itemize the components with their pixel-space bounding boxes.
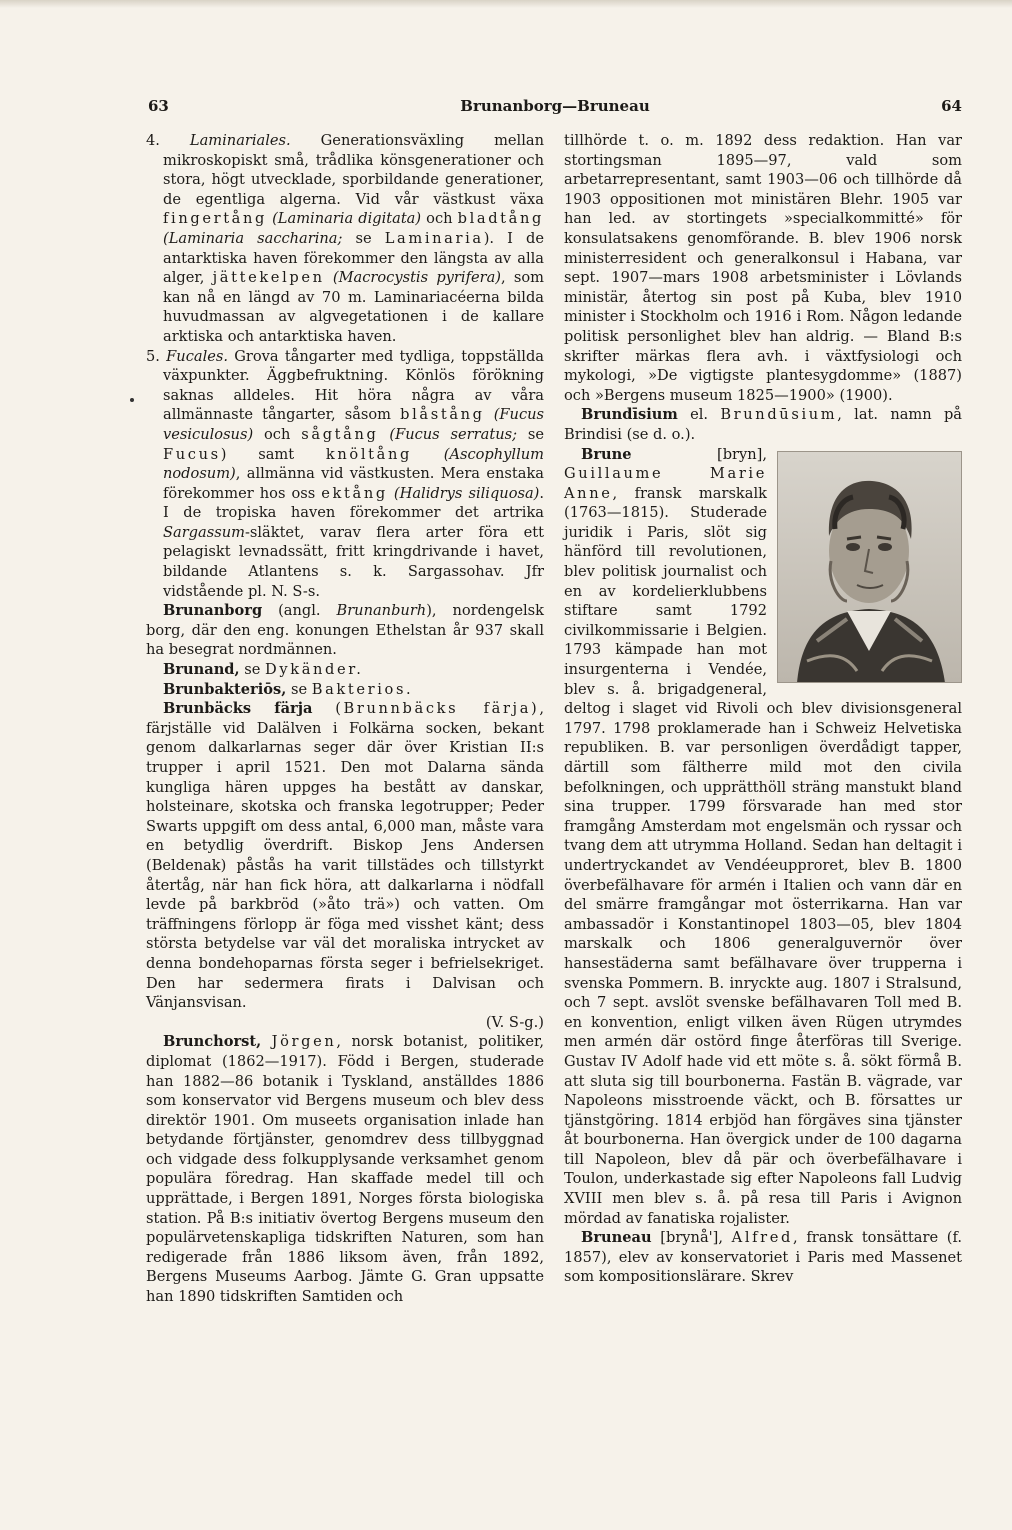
entry-laminariales: 4. Laminariales. Generationsväxling mellan mikroskopiskt små, trådlika könsgenerationer och stora, högt utvecklade, sporbildande generationer, de egentliga algerna. Vid vår västkust växa fingertång (Laminaria digitata) och bladtång (Laminaria saccharina; se Laminaria). I de antarktiska haven förekommer den längsta av alla alger, jättekelpen (Macrocystis pyrifera), som kan nå en längd av 70 m. Laminariacéerna bilda huvudmassan av algvegetationen i de kallare arktiska och antarktiska haven. [146,132,544,345]
entry-brunchorst-continued: tillhörde t. o. m. 1892 dess redaktion. Han var stortingsman 1895—97, vald som arbetarrepresentant, samt 1903—06 och tillhörde då 1903 oppositionen mot ministären Blehr. 1905 var han led. av stortingets »specialkommitté» för konsulatsakens genomförande. B. blev 1906 norsk ministerresident och generalkonsul i Habana, var sept. 1907—mars 1908 arbetsminister i Lövlands ministär, återtog sin post på Kuba, blev 1910 minister i Stockholm och 1916 i Rom. Någon ledande politisk personlighet blev han aldrig. — Bland B:s skrifter märkas flera avh. i växtfysiologi och mykologi, »De vigtigste plantesygdomme» (1887) och »Bergens museum 1825—1900» (1900). [564,132,962,404]
entry-brundisium: Brundīsium el. Brundūsium, lat. namn på Brindisi (se d. o.). [564,406,962,443]
entry-brune: Brune [bryn], Guillaume Marie Anne, fransk marskalk (1763—1815). Studerade juridik i Paris, slöt sig hänförd till revolutionen, blev politisk journalist och en av kordelierklubbens stiftare samt 1792 civilkommissarie i Belgien. 1793 kämpade han mot insurgenterna i Vendée, blev s. å. brigadgeneral, deltog i slaget vid Rivoli och blev divisionsgeneral 1797. 1798 proklamerade han i Schweiz Helvetiska republiken. B. var personligen överdådigt tapper, därtill som fältherre mild mot den civila befolkningen, och upprätthöll sträng manstukt bland sina trupper. 1799 försvarade han med stor framgång Amsterdam mot engelsmän och ryssar och tvang dem att utrymma Holland. Sedan han deltagit i undertryckandet av Vendéeupproret, blev B. 1800 överbefälhavare för armén i Italien och vann där en del smärre framgångar mot österrikarna. Han var ambassadör i Konstantinopel 1803—05, blev 1804 marskalk och 1806 generalguvernör över hansestäderna samt befälhavare över trupperna i svenska Pommern. B. inryckte aug. 1807 i Stralsund, och 7 sept. avslöt svenske befälhavaren Toll med B. en konvention, enligt vilken även Rügen utrymdes men armén där ostörd finge återföras till Sverige. Gustav IV Adolf hade vid ett möte s. å. sökt förmå B. att sluta sig till bourbonerna. Fastän B. vägrade, var Napoleons misstroende väckt, och B. försattes ur tjänstgöring. 1814 erbjöd han förgäves sina tjänster åt bourbonerna. Han övergick under de 100 dagarna till Napoleon, blev då pär och överbefälhavare i Toulon, underkastade sig efter Napoleons fall Ludvig XVIII men blev s. å. på resa till Paris i Avignon mördad av fanatiska rojalister. [564,445,962,1227]
entry-brunchorst: Brunchorst, Jörgen, norsk botanist, politiker, diplomat (1862—1917). Född i Bergen, studerade han 1882—86 botanik i Tyskland, anställdes 1886 som konservator vid Bergens museum och blev dess direktör 1901. Om museets organisation inlade han betydande förtjänster, genomdrev dess tillbyggnad och vidgade dess folkupplysande verksamhet genom populära föredrag. Han skaffade medel till och upprättade, i Bergen 1891, Norges första biologiska station. På B:s initiativ övertog Bergens museum den populärvetenskapliga tidskriften Naturen, som han redigerade från 1886 liksom även, från 1892, Bergens Museums Aarbog. Jämte G. Gran uppsatte han 1890 tidskriften Samtiden och [146,1033,544,1306]
entry-bruneau: Bruneau [brynå'], Alfred, fransk tonsättare (f. 1857), elev av konservatoriet i Paris med Massenet som kompositionslärare. Skrev [564,1229,962,1286]
page-number-left: 63 [148,97,169,115]
right-column [564,131,962,1287]
entry-fucales: 5. Fucales. Grova tångarter med tydliga, toppställda växpunkter. Äggbefruktning. Könlös förökning saknas alldeles. Hit höra några av våra allmännaste tångarter, såsom blåstång (Fucus vesiculosus) och sågtång (Fucus serratus; se Fucus) samt knöltång (Ascophyllum nodosum), allmänna vid västkusten. Mera enstaka förekommer hos oss ektång (Halidrys siliquosa). I de tropiska haven förekommer det artrika Sargassum-släktet, varav flera arter föra ett pelagiskt levnadssätt, fritt kringdrivande i havet, bildande Atlantens s. k. Sargassohav. Jfr vidstående pl. N. S-s. [146,347,545,600]
entry-brunand: Brunand, se Dykänder. [163,661,364,679]
page-edge [0,0,1012,8]
signature-brunbacks: (V. S-g.) [485,1013,544,1031]
entry-brunanborg: Brunanborg (angl. Brunanburh), nordengelsk borg, där den eng. konungen Ethelstan år 937 skall ha besegrat nordmännen. [146,602,544,659]
margin-mark [130,398,134,402]
page-number-right: 64 [941,97,962,115]
running-title: Brunanborg—Bruneau [460,97,650,115]
left-column [146,131,544,1307]
entry-brunbakterios: Brunbakteriōs, se Bakterios. [163,680,414,698]
portrait-brune-image [777,451,962,683]
entry-brunbacks-farja: Brunbäcks färja (Brunnbäcks färja), färjställe vid Dalälven i Folkärna socken, bekant genom dalkarlarnas seger där över Kristian II:s trupper i april 1521. Den mot Dalarna sända kungliga hären uppges ha bestått av danskar, holsteinare, skotska och franska legotrupper; Peder Swarts uppgift om dess antal, 6,000 man, måste vara en betydlig överdrift. Biskop Jens Andersen (Beldenak) påstås ha varit tillstädes och tillstyrkt återtåg, när han fick höra, att dalkarlarna i nödfall levde på barkbröd (»åto trä») och vatten. Om träffningens förlopp är föga med visshet känt; dess största betydelse var väl det moraliska intrycket av denna bondehoparnas första seger i befrielsekriget. Den har sedermera firats i Dalvisan och Vänjansvisan. [146,700,544,1012]
page-header [148,97,962,119]
